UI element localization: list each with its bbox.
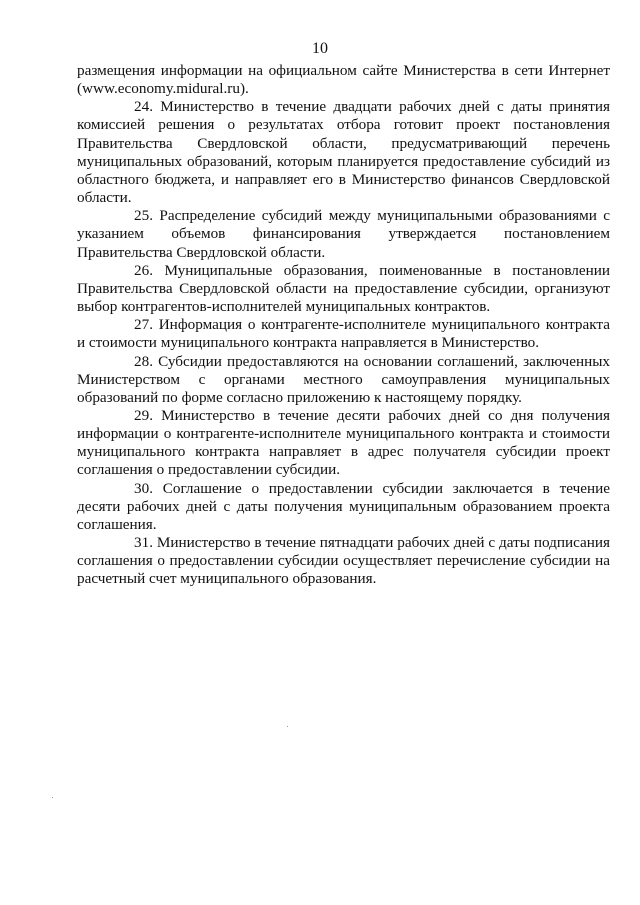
- page-number: 10: [312, 40, 328, 57]
- paragraph-27: 27. Информация о контрагенте-исполнителе муниципального контракта и стоимости муниципального контракта направляется в Министерство.: [77, 316, 610, 352]
- paragraph-26: 26. Муниципальные образования, поименованные в постановлении Правительства Свердловской области на предоставление субсидии, организуют выбор контрагентов-исполнителей муниципальных контрактов.: [77, 261, 610, 316]
- paragraph-30: 30. Соглашение о предоставлении субсидии заключается в течение десяти рабочих дней с даты получения муниципальным образованием проекта соглашения.: [77, 479, 610, 533]
- paragraph-25: 25. Распределение субсидий между муниципальными образованиями с указанием объемов финансирования утверждается постановлением Правительства Свердловской области.: [77, 207, 610, 261]
- scan-speck: [287, 726, 288, 727]
- paragraph-28: 28. Субсидии предоставляются на основании соглашений, заключенных Министерством с органами местного самоуправления муниципальных образований по форме согласно приложению к настоящему порядку.: [77, 352, 610, 406]
- body-text: [77, 62, 610, 589]
- scan-speck: [52, 797, 53, 798]
- paragraph-24: 24. Министерство в течение двадцати рабочих дней с даты принятия комиссией решения о результатах отбора готовит проект постановления Правительства Свердловской области, предусматривающий перечень муниципальных образований, которым планируется предоставление субсидий из областного бюджета, и направляет его в Министерство финансов Свердловской области.: [77, 98, 610, 207]
- paragraph-29: 29. Министерство в течение десяти рабочих дней со дня получения информации о контрагенте-исполнителе муниципального контракта и стоимости муниципального контракта направляет в адрес получателя субсидии проект соглашения о предоставлении субсидии.: [77, 406, 610, 479]
- paragraph-continuation: размещения информации на официальном сайте Министерства в сети Интернет (www.economy.midural.ru).: [77, 62, 610, 98]
- paragraph-31: 31. Министерство в течение пятнадцати рабочих дней с даты подписания соглашения о предоставлении субсидии осуществляет перечисление субсидии на расчетный счет муниципального образования.: [77, 534, 610, 588]
